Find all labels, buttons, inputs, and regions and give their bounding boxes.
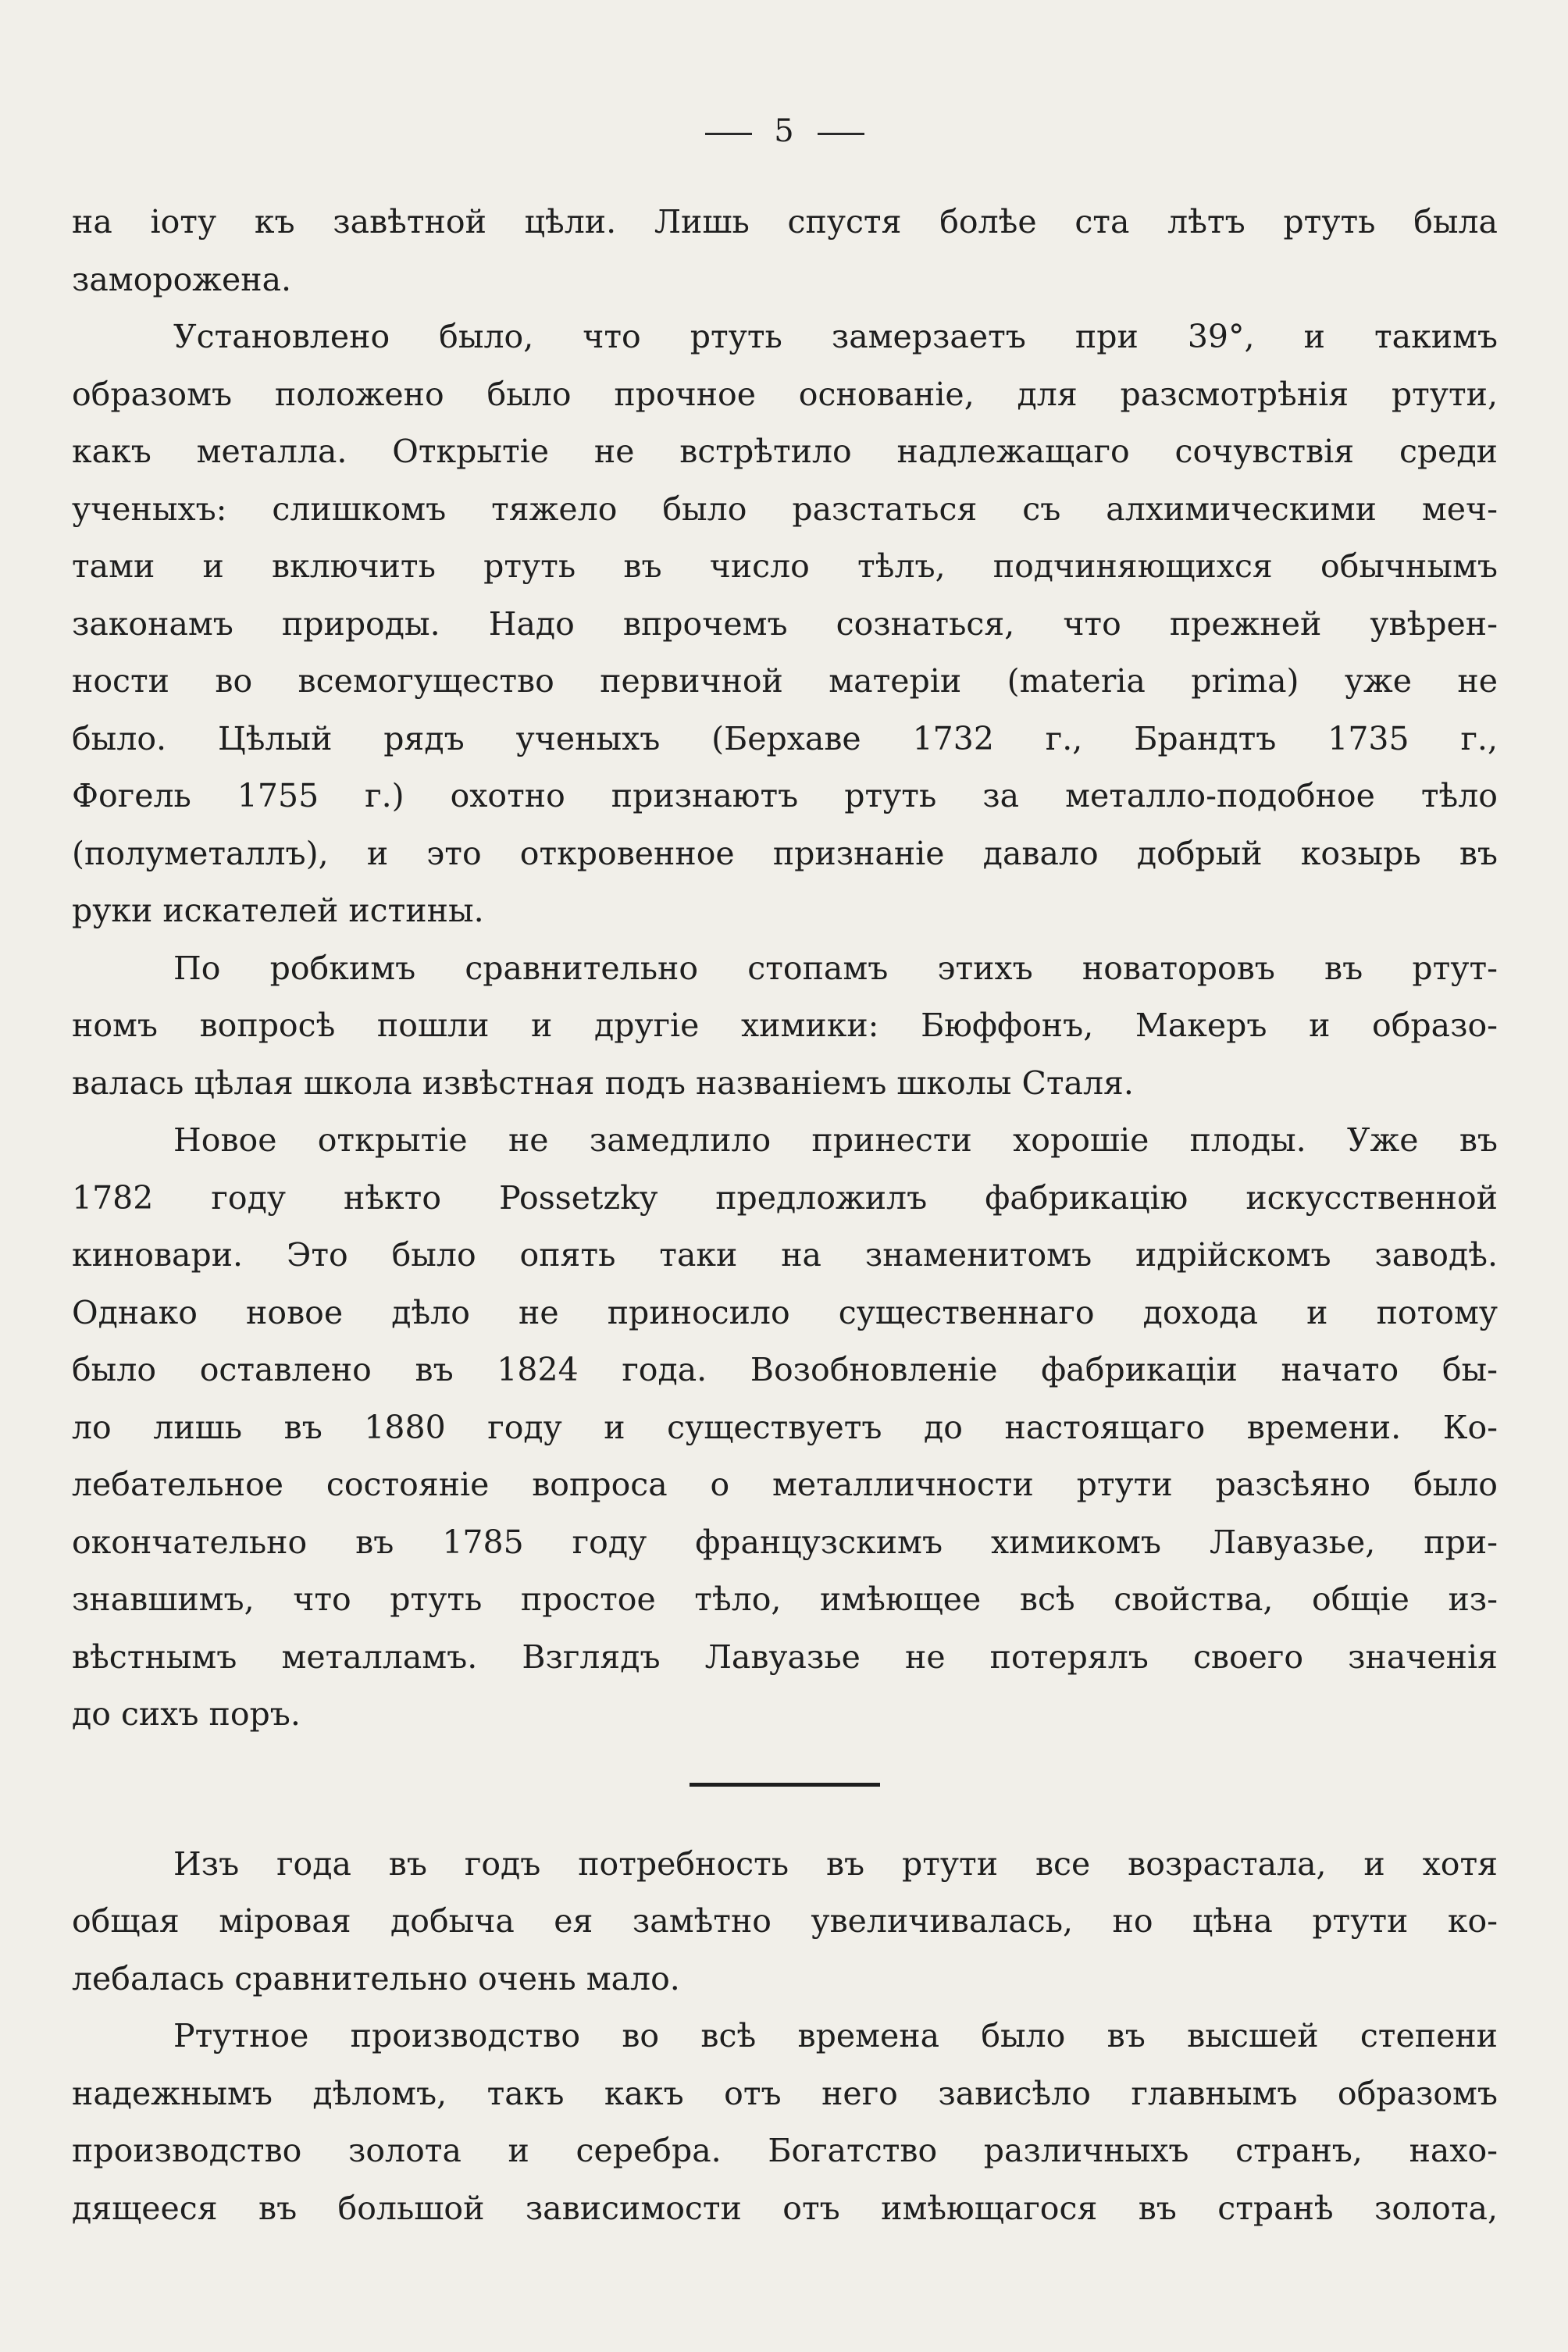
horizontal-rule — [690, 1783, 880, 1787]
text-line: Ртутное производство во всѣ времена было въ высшей степени — [173, 2017, 1498, 2054]
text-line: Фогель 1755 г.) охотно признаютъ ртуть за металло-подобное тѣло — [72, 777, 1498, 814]
text-line: 1782 году нѣкто Possetzky предложилъ фабрикацію искусственной — [72, 1178, 1498, 1217]
text-line: По робкимъ сравнительно стопамъ этихъ новаторовъ въ ртут- — [173, 949, 1498, 987]
page-number-header — [72, 0, 1498, 194]
text-line: знавшимъ, что ртуть простое тѣло, имѣющее всѣ свойства, общіе из- — [72, 1580, 1498, 1618]
text-line: вѣстнымъ металламъ. Взглядъ Лавуазье не потерялъ своего значенія — [72, 1637, 1498, 1676]
text-line: Новое открытіе не замедлило принести хорошіе плоды. Уже въ — [173, 1121, 1498, 1159]
text-line: окончательно въ 1785 году французскимъ химикомъ Лавуазье, при- — [72, 1523, 1498, 1561]
text-line: ности во всемогущество первичной матеріи (materia prima) уже не — [72, 662, 1498, 700]
text-line: Однако новое дѣло не приносило существеннаго дохода и потому — [72, 1293, 1498, 1331]
paragraph-6 — [72, 2008, 1498, 2237]
text-line: Установлено было, что ртуть замерзаетъ при 39°, и такимъ — [173, 318, 1498, 355]
left-dash — [705, 133, 752, 135]
paragraph-1 — [72, 194, 1498, 308]
text-line: производство золота и серебра. Богатство различныхъ странъ, нахо- — [72, 2132, 1498, 2169]
body-text — [72, 194, 1498, 2237]
text-line: какъ металла. Открытіе не встрѣтило надлежащаго сочувствія среди — [72, 433, 1498, 470]
text-line: тами и включить ртуть въ число тѣлъ, подчиняющихся обычнымъ — [72, 547, 1498, 585]
text-line: было. Цѣлый рядъ ученыхъ (Берхаве 1732 г., Брандтъ 1735 г., — [72, 719, 1498, 757]
text-line: законамъ природы. Надо впрочемъ сознаться, что прежней увѣрен- — [72, 604, 1498, 643]
text-line: общая міровая добыча ея замѣтно увеличивалась, но цѣна ртути ко- — [72, 1902, 1498, 1940]
text-line: до сихъ поръ. — [72, 1695, 301, 1733]
text-line: надежнымъ дѣломъ, такъ какъ отъ него зависѣло главнымъ образомъ — [72, 2074, 1498, 2112]
text-line: было оставлено въ 1824 года. Возобновленіе фабрикаціи начато бы- — [72, 1351, 1498, 1388]
text-line: на іоту къ завѣтной цѣли. Лишь спустя болѣе ста лѣтъ ртуть была — [72, 203, 1498, 241]
paragraph-3 — [72, 940, 1498, 1113]
text-line: заморожена. — [72, 260, 292, 298]
paragraph-2 — [72, 308, 1498, 940]
text-line: Изъ года въ годъ потребность въ ртути все возрастала, и хотя — [173, 1844, 1498, 1883]
text-line: ло лишь въ 1880 году и существуетъ до настоящаго времени. Ко- — [72, 1408, 1498, 1446]
text-line: руки искателей истины. — [72, 892, 484, 929]
text-line: валась цѣлая школа извѣстная подъ названіемъ школы Сталя. — [72, 1064, 1134, 1102]
text-line: (полуметаллъ), и это откровенное признаніе давало добрый козырь въ — [72, 834, 1498, 872]
text-line: номъ вопросѣ пошли и другіе химики: Бюффонъ, Макеръ и образо- — [72, 1007, 1498, 1044]
text-line: киновари. Это было опять таки на знаменитомъ идрійскомъ заводѣ. — [72, 1236, 1498, 1274]
section-divider — [72, 1744, 1498, 1836]
paragraph-5 — [72, 1836, 1498, 2008]
text-line: лебалась сравнительно очень мало. — [72, 1959, 680, 1997]
right-dash — [818, 133, 864, 135]
text-line: дящееся въ большой зависимости отъ имѣющагося въ странѣ золота, — [72, 2189, 1498, 2227]
paragraph-4 — [72, 1112, 1498, 1744]
page-number: 5 — [774, 113, 796, 149]
text-line: лебательное состояніе вопроса о металличности ртути разсѣяно было — [72, 1466, 1498, 1503]
text-line: ученыхъ: слишкомъ тяжело было разстаться съ алхимическими меч- — [72, 490, 1498, 528]
text-line: образомъ положено было прочное основаніе, для разсмотрѣнія ртути, — [72, 375, 1498, 413]
